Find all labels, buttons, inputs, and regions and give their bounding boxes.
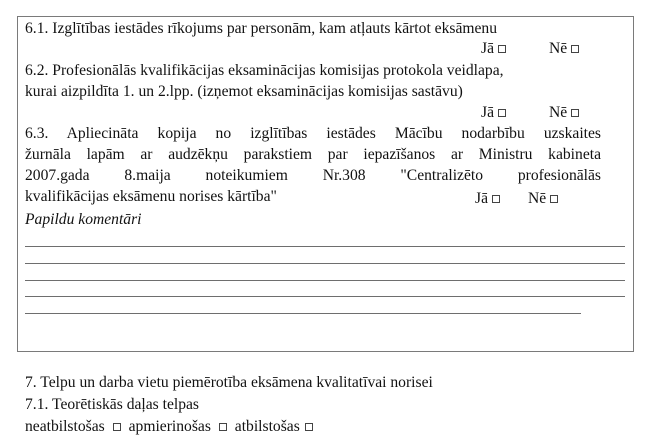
item-6-1-text: 6.1. Izglītības iestādes rīkojums par personām, kam atļauts kārtot eksāmenu bbox=[25, 20, 498, 37]
comment-line-5[interactable] bbox=[25, 313, 581, 314]
item-6-3-line-4: kvalifikācijas eksāmenu norises kārtība" bbox=[25, 188, 277, 205]
item-6-3-line-1: 6.3. Apliecināta kopija no izglītības iestādes Mācību nodarbību uzskaites bbox=[25, 125, 601, 142]
no-checkbox[interactable] bbox=[571, 45, 579, 53]
yes-label: Jā bbox=[481, 104, 494, 121]
yes-checkbox[interactable] bbox=[498, 45, 506, 53]
item-6-2-line-1: 6.2. Profesionālās kvalifikācijas eksaminācijas komisijas protokola veidlapa, bbox=[25, 62, 504, 79]
item-6-1-yes[interactable] bbox=[481, 40, 506, 57]
section-7-1-heading: 7.1. Teorētiskās daļas telpas bbox=[25, 396, 200, 413]
item-6-3-line-3: 2007.gada 8.maija noteikumiem Nr.308 "Centralizēto profesionālās bbox=[25, 167, 601, 184]
yes-label: Jā bbox=[475, 190, 488, 207]
item-6-3-yes[interactable] bbox=[475, 190, 500, 207]
item-6-1-no[interactable] bbox=[549, 40, 579, 57]
no-checkbox[interactable] bbox=[550, 195, 558, 203]
no-label: Nē bbox=[549, 40, 568, 57]
apmierinosas-checkbox[interactable] bbox=[219, 423, 227, 431]
section-7-1-options bbox=[25, 418, 313, 435]
yes-label: Jā bbox=[481, 40, 494, 57]
item-6-3-line-2: žurnāla lapām ar audzēkņu parakstiem par iepazīšanos ar Ministru kabineta bbox=[25, 146, 601, 163]
item-6-2-no[interactable] bbox=[549, 104, 579, 121]
item-6-2-yes[interactable] bbox=[481, 104, 506, 121]
comment-line-2[interactable] bbox=[25, 263, 625, 264]
no-label: Nē bbox=[549, 104, 568, 121]
no-checkbox[interactable] bbox=[571, 109, 579, 117]
atbilstosas-checkbox[interactable] bbox=[305, 423, 313, 431]
neatbilstosas-checkbox[interactable] bbox=[113, 423, 121, 431]
comment-line-3[interactable] bbox=[25, 280, 625, 281]
section-7-heading: 7. Telpu un darba vietu piemērotība eksāmena kvalitatīvai norisei bbox=[25, 374, 433, 391]
option-atbilstosas[interactable]: atbilstošas bbox=[235, 418, 313, 435]
yes-checkbox[interactable] bbox=[498, 109, 506, 117]
comments-label: Papildu komentāri bbox=[25, 211, 142, 228]
comment-line-4[interactable] bbox=[25, 296, 625, 297]
yes-checkbox[interactable] bbox=[492, 195, 500, 203]
comment-line-1[interactable] bbox=[25, 246, 625, 247]
no-label: Nē bbox=[528, 190, 547, 207]
item-6-3-no[interactable] bbox=[528, 190, 558, 207]
option-apmierinosas[interactable]: apmierinošas bbox=[129, 418, 227, 435]
item-6-2-line-2: kurai aizpildīta 1. un 2.lpp. (izņemot eksaminācijas komisijas sastāvu) bbox=[25, 83, 463, 100]
option-neatbilstosas[interactable]: neatbilstošas bbox=[25, 418, 121, 435]
